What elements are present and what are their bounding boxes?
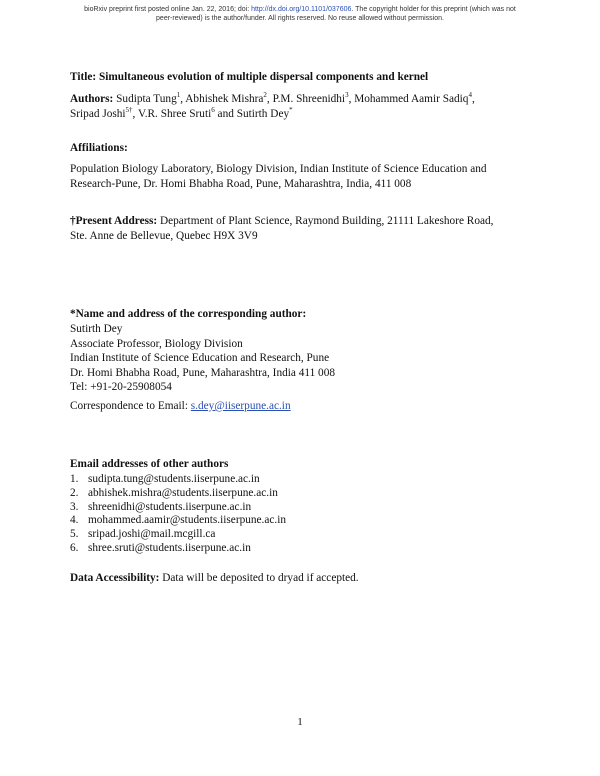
corresponding-heading: *Name and address of the corresponding author: (70, 308, 307, 320)
authors-label: Authors: (70, 93, 114, 105)
present-address-label: †Present Address: (70, 215, 158, 227)
author-list (70, 93, 475, 120)
affiliation-line: Research-Pune, Dr. Homi Bhabha Road, Pune, Maharashtra, India, 411 008 (70, 178, 412, 190)
banner-text: bioRxiv preprint first posted online Jan. 22, 2016; doi: (84, 6, 252, 13)
corresponding-address: Dr. Homi Bhabha Road, Pune, Maharashtra, India 411 008 (70, 366, 336, 379)
email-text: sripad.joshi@mail.mcgill.ca (88, 528, 216, 541)
list-item: 2. abhishek.mishra@students.iiserpune.ac.in (70, 486, 278, 499)
banner-text-post: . The copyright holder for this preprint (which was not (351, 6, 516, 13)
author: Sripad Joshi$^{5\dagger}$, (70, 106, 138, 120)
corresponding-tel: Tel: +91-20-25908054 (70, 381, 172, 394)
other-emails-heading: Email addresses of other authors (70, 458, 229, 470)
author: Sudipta Tung$^1$, (116, 91, 186, 105)
list-item: 3. shreenidhi@students.iiserpune.ac.in (70, 500, 252, 513)
present-address-line: Ste. Anne de Bellevue, Quebec H9X 3V9 (70, 230, 258, 242)
author: Mohammed Aamir Sadiq$^4$, (354, 91, 475, 105)
list-item: 1. sudipta.tung@students.iiserpune.ac.in (70, 473, 260, 485)
present-address (70, 214, 540, 244)
list-item: 5. sripad.joshi@mail.mcgill.ca (70, 528, 216, 541)
affiliation-line: Population Biology Laboratory, Biology Division, Indian Institute of Science Education and (70, 163, 487, 175)
preprint-banner (20, 5, 580, 23)
author: Sutirth Dey* (236, 106, 293, 120)
email-text: shreenidhi@students.iiserpune.ac.in (88, 500, 252, 513)
email-text: shree.sruti@students.iiserpune.ac.in (88, 541, 251, 554)
affiliations-heading: Affiliations: (70, 142, 128, 154)
list-item: 4. mohammed.aamir@students.iiserpune.ac.in (70, 514, 287, 527)
author: V.R. Shree Sruti$^6$ and (138, 106, 237, 120)
doi-link[interactable]: http://dx.doi.org/10.1101/037606 (251, 6, 352, 13)
corresponding-name: Sutirth Dey (70, 323, 123, 335)
email-text: mohammed.aamir@students.iiserpune.ac.in (88, 514, 287, 527)
email-text: abhishek.mishra@students.iiserpune.ac.in (88, 486, 278, 499)
correspondence-email-line: Correspondence to Email: s.dey@iiserpune.ac.in (70, 399, 291, 412)
banner-line-1 (20, 5, 580, 14)
page-number: 1 (297, 716, 303, 728)
present-address-line: †Present Address: Department of Plant Science, Raymond Building, 21111 Lakeshore Road, (70, 215, 494, 227)
list-item: 6. shree.sruti@students.iiserpune.ac.in (70, 541, 251, 554)
affiliations-text (70, 162, 540, 192)
correspondence-email-link[interactable]: s.dey@iiserpune.ac.in (190, 399, 291, 412)
data-accessibility: Data Accessibility: Data will be deposited to dryad if accepted. (70, 572, 359, 584)
author: Abhishek Mishra$^2$, (185, 91, 273, 105)
data-accessibility-label: Data Accessibility: (70, 572, 160, 584)
corresponding-position: Associate Professor, Biology Division (70, 337, 243, 350)
other-emails-list (70, 472, 540, 555)
paper-title: Title: Simultaneous evolution of multiple dispersal components and kernel (70, 71, 429, 83)
email-text: sudipta.tung@students.iiserpune.ac.in (88, 473, 260, 485)
authors-block (70, 92, 540, 122)
corresponding-author-block (70, 322, 540, 414)
banner-line-2: peer-reviewed) is the author/funder. All rights reserved. No reuse allowed without permission. (156, 15, 444, 22)
author: P.M. Shreenidhi$^3$, (272, 91, 355, 105)
corresponding-institute: Indian Institute of Science Education and Research, Pune (70, 352, 330, 365)
